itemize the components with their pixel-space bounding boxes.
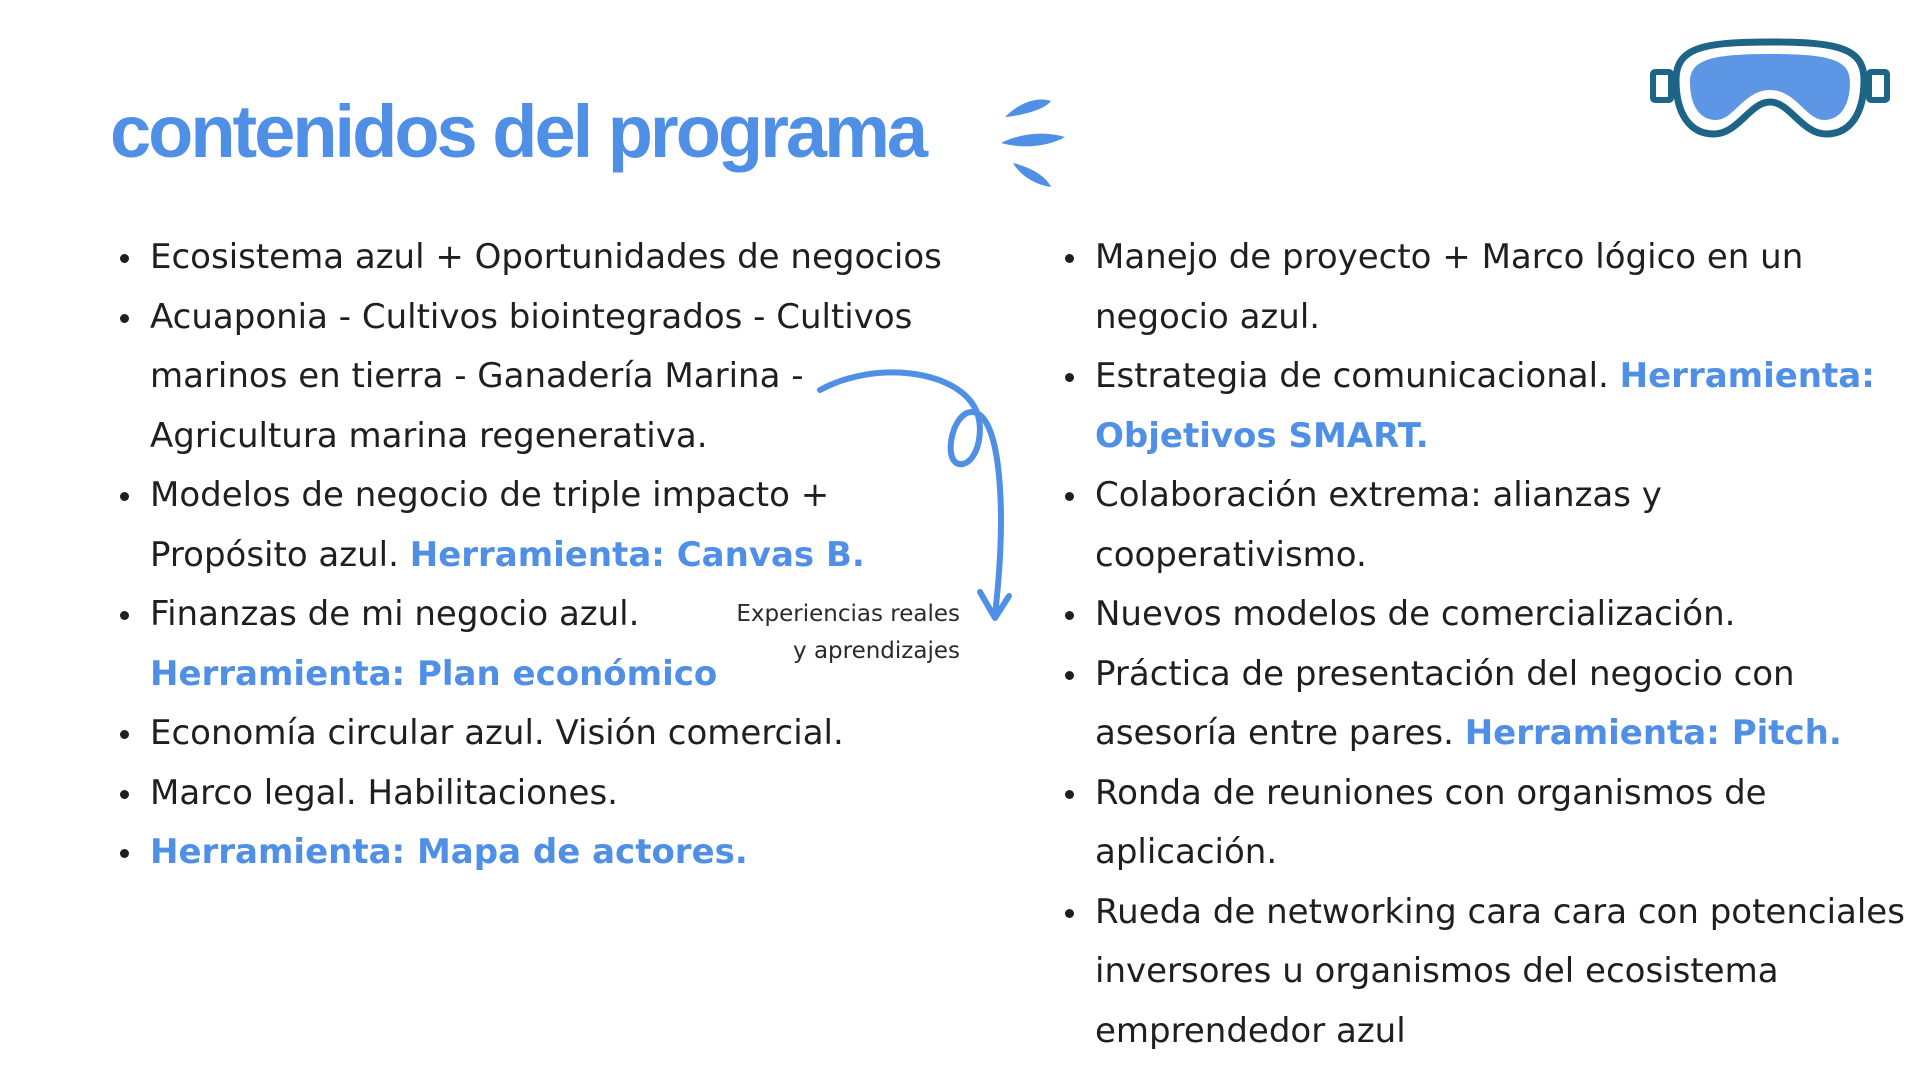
- item-text: Finanzas de mi negocio azul.: [150, 594, 640, 634]
- item-text: Ecosistema azul + Oportunidades de negocios: [150, 237, 942, 277]
- right-content-list: [1065, 228, 1915, 1061]
- item-text: Modelos de negocio de triple impacto + Propósito azul.: [150, 475, 830, 575]
- item-text: Manejo de proyecto + Marco lógico en un negocio azul.: [1095, 237, 1804, 337]
- note-line: Experiencias reales: [736, 601, 960, 627]
- item-text: Rueda de networking cara cara con potenciales inversores u organismos del ecosistema emprendedor azul: [1095, 891, 1905, 1051]
- annotation-note: [700, 596, 960, 670]
- list-item: [120, 704, 980, 764]
- list-item: [1065, 883, 1915, 1062]
- list-item: [120, 764, 980, 824]
- item-text: Marco legal. Habilitaciones.: [150, 772, 618, 813]
- list-item: [120, 823, 980, 883]
- tool-highlight: Herramienta: Objetivos SMART.: [1095, 356, 1875, 456]
- goggles-icon: [1650, 36, 1890, 146]
- splash-icon: [995, 95, 1075, 190]
- item-text: Ronda de reuniones con organismos de aplicación.: [1095, 772, 1767, 872]
- list-item: [120, 228, 980, 288]
- curly-arrow-icon: [805, 360, 1015, 630]
- list-item: [1065, 645, 1915, 764]
- item-text: Acuaponia - Cultivos biointegrados - Cultivos marinos en tierra - Ganadería Marina - Agricultura marina regenerativa.: [150, 296, 913, 456]
- list-item: [1065, 585, 1915, 645]
- tool-highlight: Herramienta: Mapa de actores.: [150, 832, 748, 872]
- list-item: [1065, 347, 1915, 466]
- item-text: Práctica de presentación del negocio con asesoría entre pares.: [1095, 653, 1795, 753]
- item-text: Nuevos modelos de comercialización.: [1095, 594, 1736, 634]
- tool-highlight: Herramienta: Plan económico: [150, 653, 718, 694]
- item-text: Colaboración extrema: alianzas y cooperativismo.: [1095, 475, 1662, 575]
- list-item: [1065, 764, 1915, 883]
- note-line: y aprendizajes: [793, 638, 960, 664]
- tool-highlight: Herramienta: Pitch.: [1464, 713, 1842, 753]
- tool-highlight: Herramienta: Canvas B.: [409, 534, 865, 575]
- list-item: [1065, 228, 1915, 347]
- list-item: [1065, 466, 1915, 585]
- page-title: contenidos del programa: [110, 90, 926, 173]
- item-text: Economía circular azul. Visión comercial.: [150, 713, 844, 753]
- item-text: Estrategia de comunicacional.: [1095, 356, 1609, 396]
